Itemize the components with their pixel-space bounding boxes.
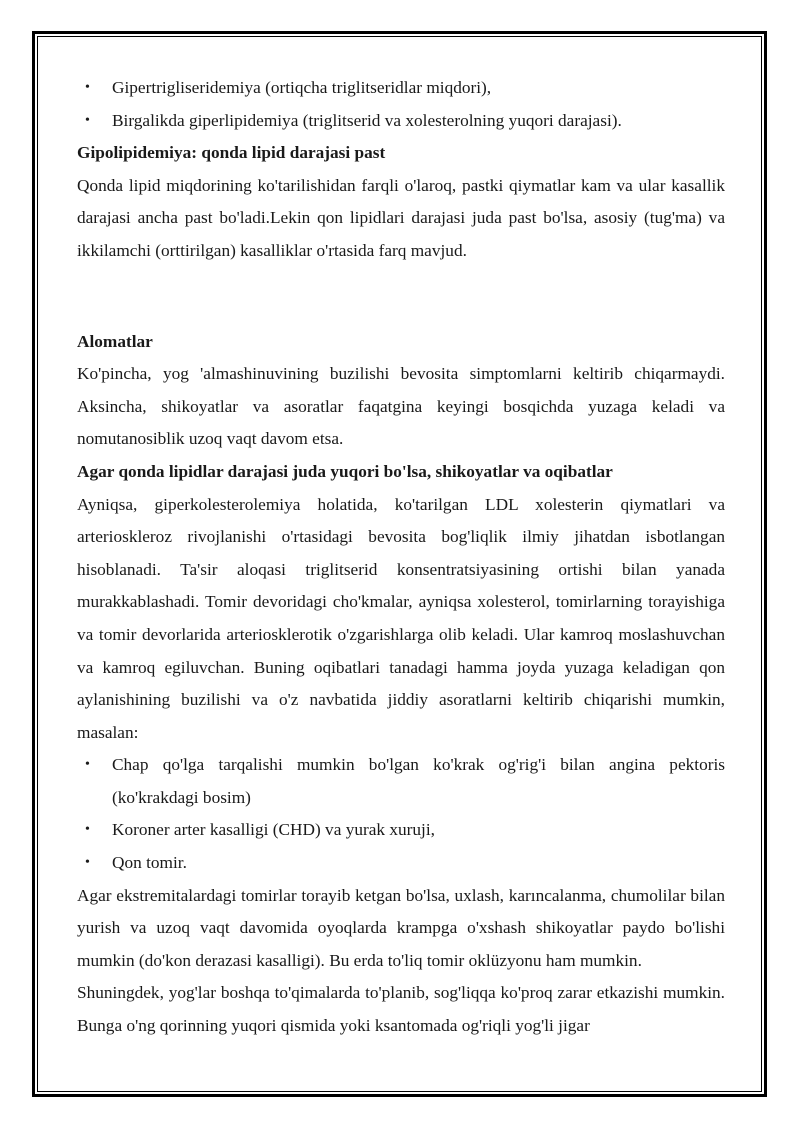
bullet-icon: •	[85, 822, 90, 838]
list-item	[77, 105, 725, 138]
section-heading-shikoyatlar: Agar qonda lipidlar darajasi juda yuqori bo'lsa, shikoyatlar va oqibatlar	[77, 461, 613, 481]
bullet-icon: •	[85, 112, 90, 128]
list-item	[77, 749, 725, 814]
document-body	[77, 72, 725, 1043]
list-item	[77, 814, 725, 847]
paragraph: Shuningdek, yog'lar boshqa to'qimalarda to'planib, sog'liqqa ko'proq zarar etkazishi mumkin. Bunga o'ng qorinning yuqori qismida yoki ksantomada og'riqli yog'li jigar	[77, 983, 725, 1036]
paragraph: Qonda lipid miqdorining ko'tarilishidan farqli o'laroq, pastki qiymatlar kam va ular kasallik darajasi ancha past bo'ladi.Lekin qon lipidlari darajasi juda past bo'lsa, asosiy (tug'ma) va ikkilamchi (orttirilgan) kasalliklar o'rtasida farq mavjud.	[77, 175, 725, 260]
list-item-text: Chap qo'lga tarqalishi mumkin bo'lgan ko'krak og'rig'i bilan angina pektoris (ko'krakdagi bosim)	[112, 755, 725, 807]
spacer	[77, 268, 725, 326]
list-item-text: Qon tomir.	[112, 853, 187, 873]
bullet-list-complications	[77, 749, 725, 879]
bullet-list-top	[77, 72, 725, 137]
bullet-icon: •	[85, 757, 90, 773]
list-item	[77, 72, 725, 105]
list-item-text: Koroner arter kasalligi (CHD) va yurak xuruji,	[112, 820, 435, 840]
paragraph: Agar ekstremitalardagi tomirlar torayib ketgan bo'lsa, uxlash, karıncalanma, chumolilar bilan yurish va uzoq vaqt davomida oyoqlarda krampga o'xshash shikoyatlar paydo bo'lishi mumkin (do'kon derazasi kasalligi). Bu erda to'liq tomir oklüzyonu ham mumkin.	[77, 885, 725, 970]
list-item	[77, 847, 725, 880]
list-item-text: Gipertrigliseridemiya (ortiqcha triglitseridlar miqdori),	[112, 78, 492, 97]
list-item-text: Birgalikda giperlipidemiya (triglitserid va xolesterolning yuqori darajasi).	[112, 110, 622, 130]
section-heading-alomatlar: Alomatlar	[77, 331, 153, 351]
paragraph: Ayniqsa, giperkolesterolemiya holatida, ko'tarilgan LDL xolesterin qiymatlari va arterioskleroz rivojlanishi o'rtasidagi bevosita bog'liqlik ilmiy jihatdan isbotlangan hisoblanadi. Ta'sir aloqasi triglitserid konsentratsiyasining ortishi bilan yanada murakkablashadi. Tomir devoridagi cho'kmalar, ayniqsa xolesterol, tomirlarning torayishiga va tomir devorlarida arteriosklerotik o'zgarishlarga olib keladi. Ular kamroq moslashuvchan va kamroq egiluvchan. Buning oqibatlari tanadagi hamma joyda yuzaga keladigan qon aylanishining buzilishi va o'z navbatida jiddiy asoratlarni keltirib chiqarishi mumkin, masalan:	[77, 494, 725, 742]
bullet-icon: •	[85, 855, 90, 871]
paragraph: Ko'pincha, yog 'almashinuvining buzilishi bevosita simptomlarni keltirib chiqarmaydi. Aksincha, shikoyatlar va asoratlar faqatgina keyingi bosqichda yuzaga keladi va nomutanosiblik uzoq vaqt davom etsa.	[77, 364, 725, 449]
section-heading-gipolipidemiya: Gipolipidemiya: qonda lipid darajasi past	[77, 143, 386, 163]
bullet-icon: •	[85, 80, 90, 95]
